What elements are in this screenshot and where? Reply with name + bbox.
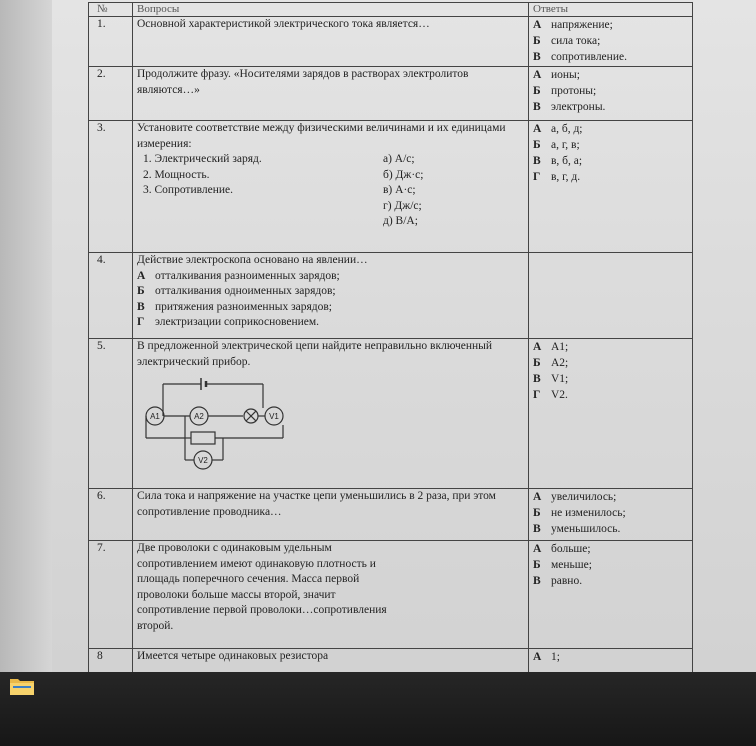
question-number: 2. xyxy=(89,67,133,121)
answer-option: В равно. xyxy=(533,575,583,587)
question-row-7 xyxy=(89,541,693,649)
answer-options xyxy=(529,17,693,67)
header-num: № xyxy=(89,3,133,17)
unit-item: в) А·с; xyxy=(383,184,416,196)
header-questions: Вопросы xyxy=(133,3,529,17)
taskbar xyxy=(0,672,756,746)
answer-option: А напряжение; xyxy=(533,19,613,31)
question-text: Действие электроскопа основано на явлении… xyxy=(137,254,368,266)
question-row-2 xyxy=(89,67,693,121)
answer-option: А А1; xyxy=(533,341,569,353)
answer-option: А 1; xyxy=(533,651,560,663)
answer-option: Г V2. xyxy=(533,389,568,401)
header-answers: Ответы xyxy=(529,3,693,17)
unit-item: г) Дж/с; xyxy=(383,199,422,212)
question-text: Основной характеристикой электрического тока является… xyxy=(133,17,529,67)
question-row-8 xyxy=(89,649,693,673)
question-row-6 xyxy=(89,489,693,541)
answer-option: В притяжения разноименных зарядов; xyxy=(137,300,333,313)
answer-option: Б сила тока; xyxy=(533,35,601,47)
answer-option: Б А2; xyxy=(533,357,569,369)
label-v1: V1 xyxy=(269,412,279,421)
answer-option: Б меньше; xyxy=(533,559,592,571)
question-number: 7. xyxy=(89,541,133,649)
question-text: Установите соответствие между физическими величинами и их единицами измерения: xyxy=(137,122,506,150)
question-cell xyxy=(133,339,529,489)
answer-option: А увеличилось; xyxy=(533,491,617,503)
answer-option: В электроны. xyxy=(533,101,606,113)
question-cell xyxy=(133,121,529,253)
question-number: 5. xyxy=(89,339,133,489)
label-v2: V2 xyxy=(198,456,208,465)
answer-options xyxy=(529,541,693,649)
matching-grid xyxy=(143,152,524,230)
test-table xyxy=(88,2,693,672)
label-a2: A2 xyxy=(194,412,204,421)
answer-option: В уменьшилось. xyxy=(533,523,621,535)
question-row-5 xyxy=(89,339,693,489)
answer-option: Г в, г, д. xyxy=(533,171,581,183)
label-a1: A1 xyxy=(150,412,160,421)
question-cell xyxy=(133,253,529,339)
answer-option: А а, б, д; xyxy=(533,123,583,135)
answer-options xyxy=(529,67,693,121)
answer-options xyxy=(529,489,693,541)
answer-option: В сопротивление. xyxy=(533,51,627,63)
quantity-item: 2. Мощность. xyxy=(143,168,210,181)
question-text: Продолжите фразу. «Носителями зарядов в растворах электролитов являются…» xyxy=(133,67,529,121)
question-number: 4. xyxy=(89,253,133,339)
answer-options xyxy=(529,339,693,489)
question-text: Две проволоки с одинаковым удельным сопротивлением имеют одинаковую плотность и площадь поперечного сечения. Масса первой проволоки больше массы второй, значит сопротивление первой проволоки…сопротивления второй. xyxy=(133,541,529,649)
answer-option: А больше; xyxy=(533,543,591,555)
question-number: 6. xyxy=(89,489,133,541)
answer-option: В V1; xyxy=(533,373,569,385)
empty-answer-cell xyxy=(529,253,693,339)
answer-option: Б отталкивания одноименных зарядов; xyxy=(137,285,336,297)
answer-option: Б протоны; xyxy=(533,85,597,97)
question-row-1 xyxy=(89,17,693,67)
answer-options xyxy=(529,121,693,253)
question-number: 8 xyxy=(89,649,133,673)
resistor-symbol xyxy=(191,432,215,444)
answer-option: Г электризации соприкосновением. xyxy=(137,316,320,328)
answer-options xyxy=(529,649,693,673)
question-text: В предложенной электрической цепи найдите неправильно включенный электрический прибор. xyxy=(137,340,493,368)
circuit-diagram xyxy=(143,374,293,482)
answer-option: А ионы; xyxy=(533,69,580,81)
question-number: 3. xyxy=(89,121,133,253)
question-text: Имеется четыре одинаковых резистора xyxy=(133,649,529,673)
question-row-3 xyxy=(89,121,693,253)
answer-option: Б не изменилось; xyxy=(533,507,626,519)
answer-option: Б а, г, в; xyxy=(533,139,580,151)
page-edge-shadow xyxy=(0,0,52,672)
header-row xyxy=(89,3,693,17)
answer-option: А отталкивания разноименных зарядов; xyxy=(137,269,340,282)
question-text: Сила тока и напряжение на участке цепи уменьшились в 2 раза, при этом сопротивление проводника… xyxy=(133,489,529,541)
answer-option: В в, б, а; xyxy=(533,155,583,167)
quantity-item: 3. Сопротивление. xyxy=(143,184,234,196)
question-row-4 xyxy=(89,253,693,339)
quantity-item: 1. Электрический заряд. xyxy=(143,153,262,165)
file-explorer-icon[interactable] xyxy=(9,676,35,696)
unit-item: а) А/с; xyxy=(383,153,415,165)
unit-item: д) В/А; xyxy=(383,215,418,227)
question-number: 1. xyxy=(89,17,133,67)
unit-item: б) Дж·с; xyxy=(383,168,424,181)
